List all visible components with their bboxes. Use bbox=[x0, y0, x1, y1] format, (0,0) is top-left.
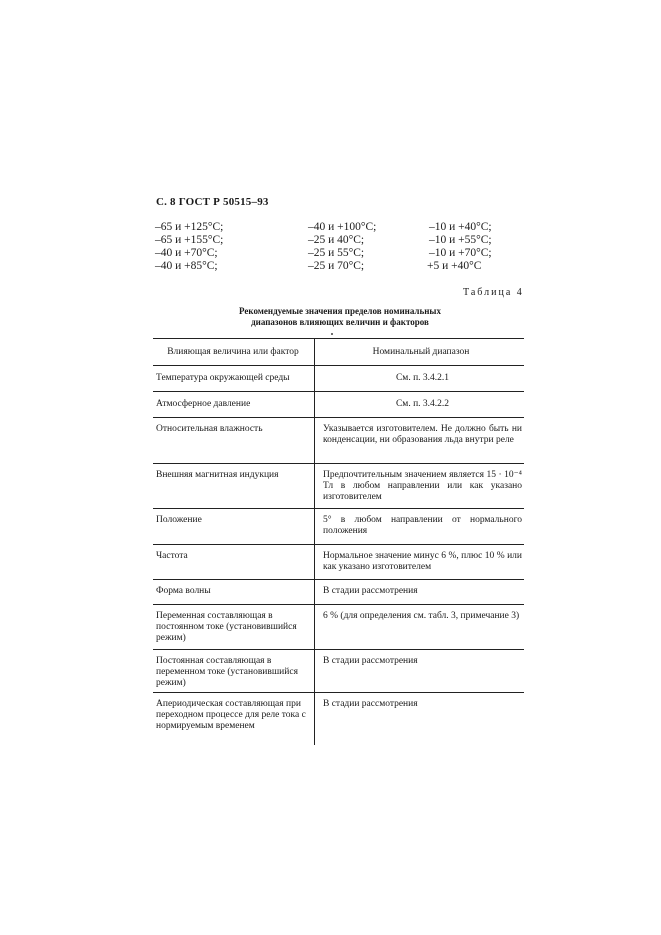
column-divider bbox=[314, 580, 315, 604]
range-cell: В стадии рассмотрения bbox=[323, 586, 418, 596]
table-row bbox=[153, 693, 524, 745]
column-divider bbox=[314, 339, 315, 365]
range-value: –25 и 55°С; bbox=[308, 247, 365, 259]
page-header: С. 8 ГОСТ Р 50515–93 bbox=[156, 196, 269, 208]
range-value: +5 и +40°С bbox=[427, 260, 482, 272]
spec-table bbox=[153, 338, 524, 745]
factor-cell: Апериодическая составляющая при переходном процессе для реле тока с нормируемым временем bbox=[156, 699, 306, 731]
range-cell: См. п. 3.4.2.1 bbox=[395, 373, 450, 383]
range-cell: 5° в любом направлении от нормального положения bbox=[323, 515, 522, 536]
table-label: Таблица 4 bbox=[463, 287, 524, 298]
header-range: Номинальный диапазон bbox=[372, 347, 470, 357]
range-value: –40 и +100°С; bbox=[308, 221, 377, 233]
column-divider bbox=[314, 545, 315, 579]
column-divider bbox=[314, 392, 315, 417]
table-row bbox=[153, 418, 524, 464]
range-value: –10 и +70°С; bbox=[429, 247, 492, 259]
factor-cell: Переменная составляющая в постоянном токе (установившийся режим) bbox=[156, 611, 297, 643]
factor-cell: Температура окружающей среды bbox=[156, 373, 290, 383]
range-cell: В стадии рассмотрения bbox=[323, 656, 418, 666]
column-divider bbox=[314, 366, 315, 391]
table-row bbox=[153, 509, 524, 545]
range-cell: В стадии рассмотрения bbox=[323, 699, 418, 709]
column-divider bbox=[314, 464, 315, 508]
table-row bbox=[153, 392, 524, 418]
range-value: –10 и +55°С; bbox=[429, 234, 492, 246]
table-row bbox=[153, 650, 524, 693]
range-cell: Предпочтительным значением является 15 · 10⁻⁴ Тл в любом направлении или как указано изготовителем bbox=[323, 470, 522, 502]
table-header-row bbox=[153, 339, 524, 366]
range-value: –40 и +70°С; bbox=[155, 247, 218, 259]
table-row bbox=[153, 464, 524, 509]
factor-cell: Атмосферное давление bbox=[156, 399, 251, 409]
factor-cell: Постоянная составляющая в переменном токе (установившийся режим) bbox=[156, 656, 298, 688]
column-divider bbox=[314, 418, 315, 463]
range-value: –25 и 70°С; bbox=[308, 260, 365, 272]
column-divider bbox=[314, 605, 315, 649]
factor-cell: Относительная влажность bbox=[156, 424, 263, 434]
factor-cell: Форма волны bbox=[156, 586, 211, 596]
factor-cell: Частота bbox=[156, 551, 188, 561]
range-cell: См. п. 3.4.2.2 bbox=[395, 399, 450, 409]
column-divider bbox=[314, 650, 315, 692]
table-row bbox=[153, 545, 524, 580]
header-factor: Влияющая величина или фактор bbox=[167, 347, 299, 357]
factor-cell: Внешняя магнитная индукция bbox=[156, 470, 279, 480]
range-cell: Нормальное значение минус 6 %, плюс 10 % или как указано изготовителем bbox=[323, 551, 522, 572]
table-row bbox=[153, 366, 524, 392]
range-value: –40 и +85°С; bbox=[155, 260, 218, 272]
table-title-line: диапазонов влияющих величин и факторов bbox=[251, 317, 429, 327]
range-cell: Указывается изготовителем. Не должно быть ни конденсации, ни образования льда внутри реле bbox=[323, 424, 522, 445]
table-row bbox=[153, 580, 524, 605]
range-value: –10 и +40°С; bbox=[429, 221, 492, 233]
column-divider bbox=[314, 509, 315, 544]
table-row bbox=[153, 605, 524, 650]
table-title bbox=[200, 306, 480, 328]
range-value: –65 и +155°С; bbox=[155, 234, 224, 246]
table-title-line: Рекомендуемые значения пределов номинальных bbox=[239, 306, 441, 316]
factor-cell: Положение bbox=[156, 515, 202, 525]
range-cell: 6 % (для определения см. табл. 3, примечание 3) bbox=[323, 611, 520, 621]
column-divider bbox=[314, 693, 315, 745]
range-value: –65 и +125°С; bbox=[155, 221, 224, 233]
range-value: –25 и 40°С; bbox=[308, 234, 365, 246]
temperature-ranges bbox=[155, 221, 515, 273]
title-dot-mark bbox=[331, 333, 333, 335]
